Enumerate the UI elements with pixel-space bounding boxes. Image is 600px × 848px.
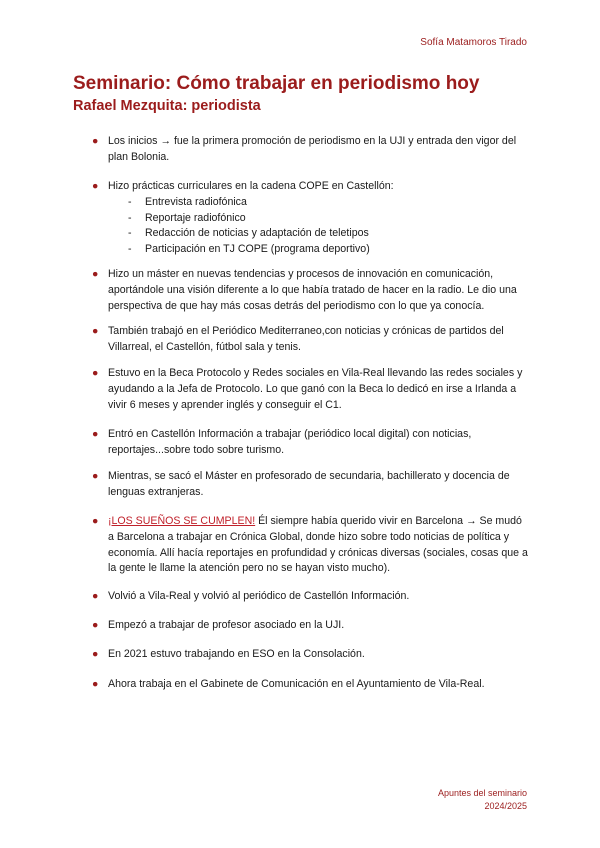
sub-list-item [108, 211, 528, 227]
bullet-icon: ● [92, 619, 99, 631]
bullet-icon: ● [92, 367, 99, 379]
list-item-text: Ahora trabaja en el Gabinete de Comunicación en el Ayuntamiento de Vila-Real. [108, 678, 485, 690]
list-item [92, 267, 528, 314]
sub-list-item [108, 242, 528, 258]
dash-icon: - [128, 195, 132, 208]
list-item-text: También trabajó en el Periódico Mediterraneo,con noticias y crónicas de partidos del Villarreal, el Castellón, fútbol sala y tenis. [108, 325, 504, 353]
bullet-icon: ● [92, 325, 99, 337]
bullet-icon: ● [92, 428, 99, 440]
sub-list-item [108, 195, 528, 211]
author-name: Sofía Matamoros Tirado [420, 37, 527, 48]
dash-icon: - [128, 211, 132, 224]
list-item [92, 677, 528, 693]
sub-list-item-text: Entrevista radiofónica [145, 195, 247, 208]
footer-year: 2024/2025 [484, 800, 527, 811]
bullet-icon: ● [92, 268, 99, 280]
bullet-icon: ● [92, 515, 99, 527]
dash-icon: - [128, 243, 132, 256]
footer-line: Apuntes del seminario [437, 788, 527, 798]
bullet-icon: ● [92, 590, 99, 602]
page-subtitle: Rafael Mezquita: periodista [73, 98, 261, 114]
list-item [92, 427, 528, 459]
list-item [92, 514, 528, 577]
list-item-text: Los inicios → fue la primera promoción de periodismo en la UJI y entrada den vigor del plan Bolonia. [108, 135, 517, 163]
list-item [92, 324, 528, 356]
list-item-text: En 2021 estuvo trabajando en ESO en la Consolación. [108, 648, 365, 660]
list-item-text: Hizo prácticas curriculares en la cadena COPE en Castellón: [108, 180, 394, 192]
list-item-text: Volvió a Vila-Real y volvió al periódico de Castellón Información. [108, 590, 410, 602]
sub-list [108, 195, 528, 258]
sub-list-item-text: Redacción de noticias y adaptación de teletipos [145, 227, 369, 240]
sub-list-item [108, 226, 528, 242]
bullet-icon: ● [92, 135, 99, 147]
list-item-text: Él siempre había querido vivir en Barcelona → Se mudó a Barcelona a trabajar en Crónica Global, donde hizo sobre todo noticias de política y economía. Allí hacía reportajes en profundidad y crónicas diversas (sociales, cosas que a la gente le llame la atención pero no se hayan visto mucho). [108, 515, 528, 575]
bullet-icon: ● [92, 180, 99, 192]
dash-icon: - [128, 227, 132, 240]
list-item [92, 179, 528, 258]
list-item-text: Mientras, se sacó el Máster en profesorado de secundaria, bachillerato y docencia de lenguas extranjeras. [108, 470, 510, 498]
bullet-icon: ● [92, 648, 99, 660]
bullet-icon: ● [92, 470, 99, 482]
dreams-highlight: ¡LOS SUEÑOS SE CUMPLEN! [108, 515, 256, 527]
list-item [92, 469, 528, 501]
list-item-text: Hizo un máster en nuevas tendencias y procesos de innovación en comunicación, aportándole una visión diferente a lo que había tratado de hacer en la radio. Le dio una perspectiva de que hay más cosas detrás del periodismo con lo que ya conocía. [108, 268, 517, 312]
list-item-text: Empezó a trabajar de profesor asociado en la UJI. [108, 619, 345, 631]
list-item [92, 618, 528, 634]
list-item-text: Entró en Castellón Información a trabajar (periódico local digital) con noticias, reportajes...sobre todo sobre turismo. [108, 428, 472, 456]
sub-list-item-text: Reportaje radiofónico [145, 211, 246, 224]
list-item [92, 589, 528, 605]
list-item [92, 366, 528, 413]
page-title: Seminario: Cómo trabajar en periodismo hoy [73, 73, 480, 94]
sub-list-item-text: Participación en TJ COPE (programa deportivo) [145, 243, 370, 256]
list-item [92, 647, 528, 663]
list-item-text: Estuvo en la Beca Protocolo y Redes sociales en Vila-Real llevando las redes sociales y ayudando a la Jefa de Protocolo. Lo que ganó con la Beca lo dedicó en irse a Irlanda a vivir 6 meses y aprender inglés y conseguir el C1. [108, 367, 523, 411]
list-item [92, 134, 528, 166]
bullet-icon: ● [92, 678, 99, 690]
footer-note [438, 787, 527, 812]
